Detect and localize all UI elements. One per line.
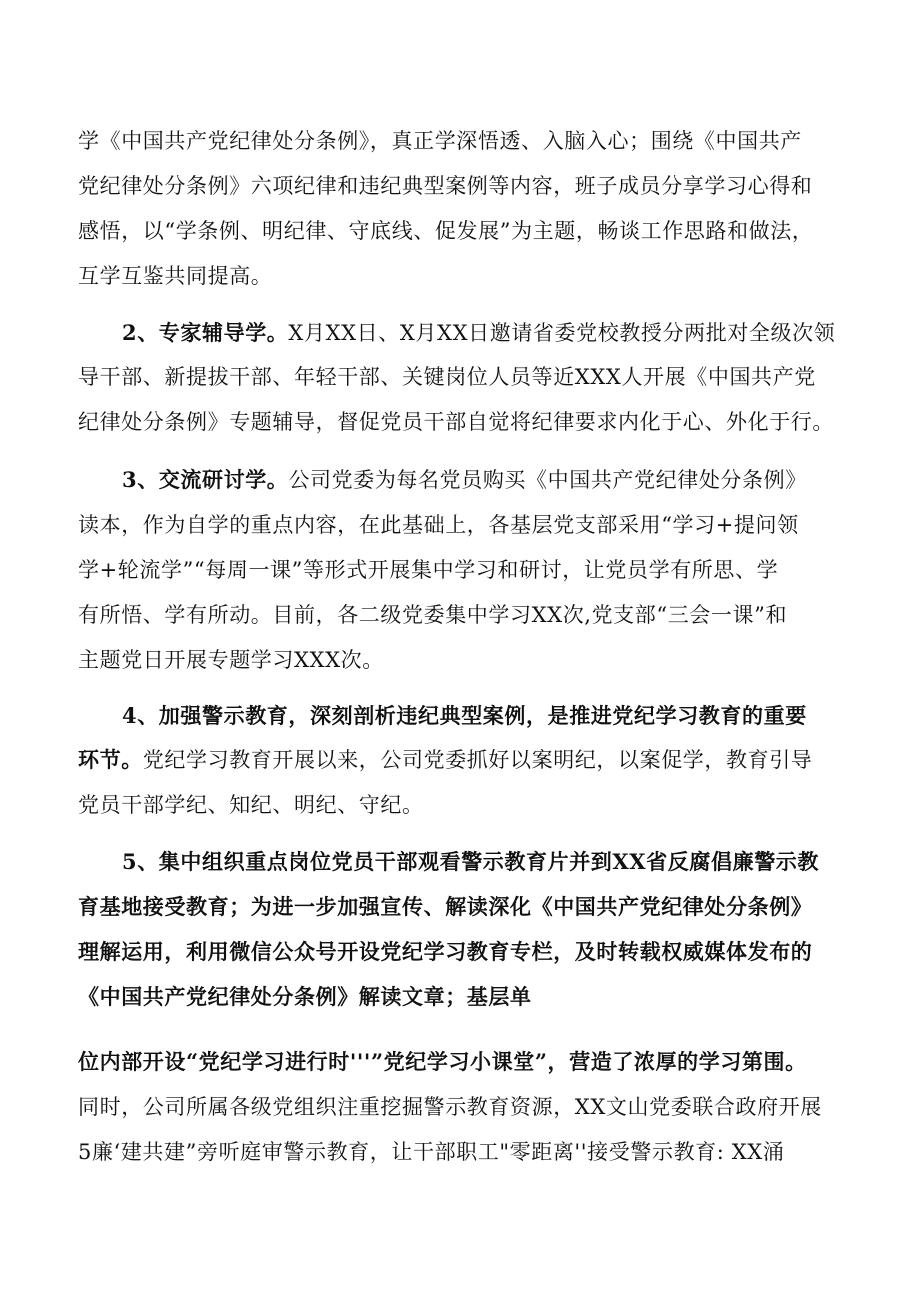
paragraph-3-line-3: 学+轮流学”“每周一课”等形式开展集中学习和研讨，让党员学有所思、学 — [78, 558, 779, 582]
paragraph-4-line-2 — [78, 740, 860, 780]
paragraph-4-text: 党纪学习教育开展以来，公司党委抓好以案明纪，以案促学，教育引导 — [142, 748, 813, 772]
paragraph-1-line-3: 感悟，以“学条例、明纪律、守底线、促发展”为主题，畅谈工作思路和做法， — [78, 219, 814, 243]
paragraph-1-line-2: 党纪律处分条例》六项纪律和违纪典型案例等内容，班子成员分享学习心得和 — [78, 174, 813, 198]
paragraph-3-line-4: 有所悟、学有所动。目前，各二级党委集中学习XX次,党支部“三会一课”和 — [78, 603, 788, 627]
paragraph-5-line-2: 育基地接受教育；为进一步加强宣传、解读深化《中国共产党纪律处分条例》 — [78, 894, 813, 919]
paragraph-2-line-1 — [122, 313, 860, 353]
paragraph-1-line-1: 学《中国共产党纪律处分条例》，真正学深悟透、入脑入心；围绕《中国共产 — [78, 129, 802, 153]
paragraph-2-text: X月XX日、X月XX日邀请省委党校教授分两批对全级次领 — [288, 321, 836, 345]
paragraph-3-heading: 3、交流研讨学。 — [122, 467, 289, 492]
paragraph-5-line-3: 理解运用，利用微信公众号开设党纪学习教育专栏，及时转载权威媒体发布的 — [78, 939, 813, 964]
paragraph-3-line-1 — [122, 460, 860, 500]
paragraph-5-line-1: 5、集中组织重点岗位党员干部观看警示教育片并到XX省反腐倡廉警示教 — [122, 849, 819, 874]
paragraph-4-line-3: 党员干部学纪、知纪、明纪、守纪。 — [78, 793, 424, 817]
paragraph-3-line-2: 读本，作为自学的重点内容，在此基础上，各基层党支部采用“学习+提问领 — [78, 513, 799, 537]
paragraph-3-line-5: 主题党日开展专题学习XXX次。 — [78, 648, 384, 672]
paragraph-6-line-2: 同时，公司所属各级党组织注重挖掘警示教育资源，XX文山党委联合政府开展 — [78, 1095, 822, 1119]
paragraph-2-heading: 2、专家辅导学。 — [122, 320, 289, 345]
paragraph-6-line-3: 5廉‘建共建”旁听庭审警示教育，让干部职工"零距离''接受警示教育: XX涌 — [78, 1140, 785, 1164]
paragraph-6-line-1: 位内部开设“党纪学习进行时'''”党纪学习小课堂”，营造了浓厚的学习第围。 — [78, 1049, 807, 1074]
paragraph-5-line-4: 《中国共产党纪律处分条例》解读文章；基层单 — [78, 984, 532, 1009]
paragraph-3-text: 公司党委为每名党员购买《中国共产党纪律处分条例》 — [288, 468, 807, 492]
paragraph-2-line-2: 导干部、新提拔干部、年轻干部、关键岗位人员等近XXX人开展《中国共产党 — [78, 365, 816, 389]
paragraph-4-heading-line-1: 4、加强警示教育，深刻剖析违纪典型案例，是推进党纪学习教育的重要 — [122, 703, 807, 728]
paragraph-1-line-4: 互学互鉴共同提高。 — [78, 264, 273, 288]
paragraph-4-heading-end: 环节。 — [78, 747, 143, 772]
paragraph-2-line-3: 纪律处分条例》专题辅导，督促党员干部自觉将纪律要求内化于心、外化于行。 — [78, 410, 834, 434]
